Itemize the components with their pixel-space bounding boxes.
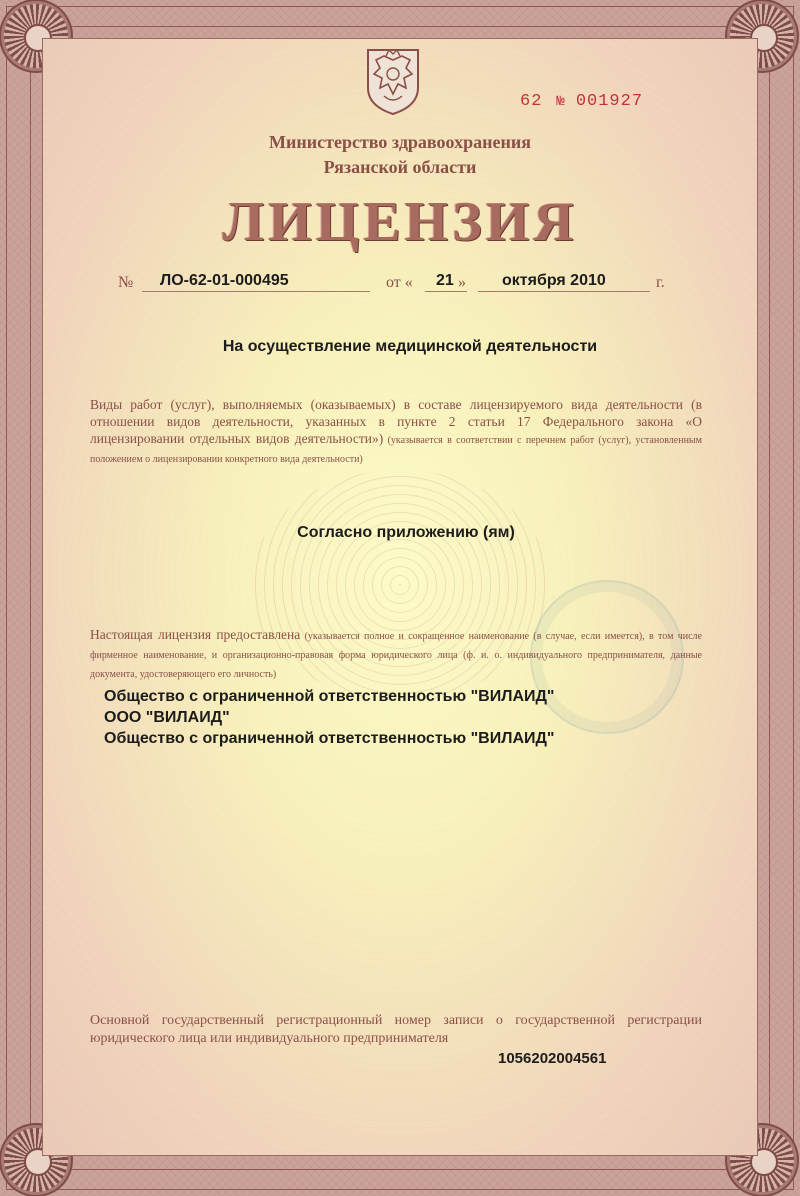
number-label: № bbox=[118, 274, 134, 291]
holder-company-name: Общество с ограниченной ответственностью "ВИЛАИД" bbox=[104, 730, 555, 747]
ministry-line-1: Министерство здравоохранения bbox=[269, 132, 531, 152]
ogrn-number: 1056202004561 bbox=[498, 1050, 607, 1067]
form-serial-number bbox=[520, 92, 643, 111]
month-underline bbox=[478, 291, 650, 292]
holder-caption bbox=[90, 626, 702, 683]
works-caption-note: (указывается в соответствии с перечнем работ (услуг), установленным положением о лицензировании конкретного вида деятельности) bbox=[90, 435, 702, 465]
license-holder-names bbox=[104, 686, 555, 749]
issuing-authority bbox=[0, 130, 800, 180]
license-day: 21 bbox=[436, 272, 454, 289]
russian-coat-of-arms-icon bbox=[360, 44, 426, 116]
date-from-label: от « bbox=[386, 274, 413, 291]
serial-series: 62 bbox=[520, 92, 543, 111]
license-number: ЛО-62-01-000495 bbox=[160, 272, 289, 289]
holder-caption-main: Настоящая лицензия предоставлена bbox=[90, 627, 301, 642]
serial-number-sign: № bbox=[556, 94, 566, 110]
works-caption bbox=[90, 396, 702, 468]
works-value: Согласно приложению (ям) bbox=[297, 524, 515, 541]
works-caption-main: Виды работ (услуг), выполняемых (оказываемых) в составе лицензируемого вида деятельности (в отношении видов деятельности, указанных в пункте 2 статьи 17 Федерального закона «О лицензировании отдельных видов деятельности») bbox=[90, 397, 702, 446]
ministry-line-2: Рязанской области bbox=[323, 157, 477, 177]
holder-full-name: Общество с ограниченной ответственностью "ВИЛАИД" bbox=[104, 688, 555, 705]
license-number-line bbox=[0, 272, 800, 296]
number-underline bbox=[142, 291, 370, 292]
holder-short-name: ООО "ВИЛАИД" bbox=[104, 709, 230, 726]
day-close-quote: » bbox=[458, 274, 466, 291]
holder-caption-note: (указывается полное и сокращенное наименование (в случае, если имеется), в том числе фирменное наименование, и организационно-правовая форма юридического лица (ф. и. о. индивидуального предпринимателя, данные документа, удостоверяющего его личность) bbox=[90, 631, 702, 680]
license-month-year: октября 2010 bbox=[502, 272, 606, 289]
serial-number: 001927 bbox=[575, 92, 644, 111]
year-suffix: г. bbox=[656, 274, 665, 291]
license-subject: На осуществление медицинской деятельности bbox=[222, 338, 598, 355]
registration-caption: Основной государственный регистрационный номер записи о государственной регистрации юридического лица или индивидуального предпринимателя bbox=[90, 1013, 702, 1046]
document-title: ЛИЦЕНЗИЯ bbox=[222, 191, 578, 253]
